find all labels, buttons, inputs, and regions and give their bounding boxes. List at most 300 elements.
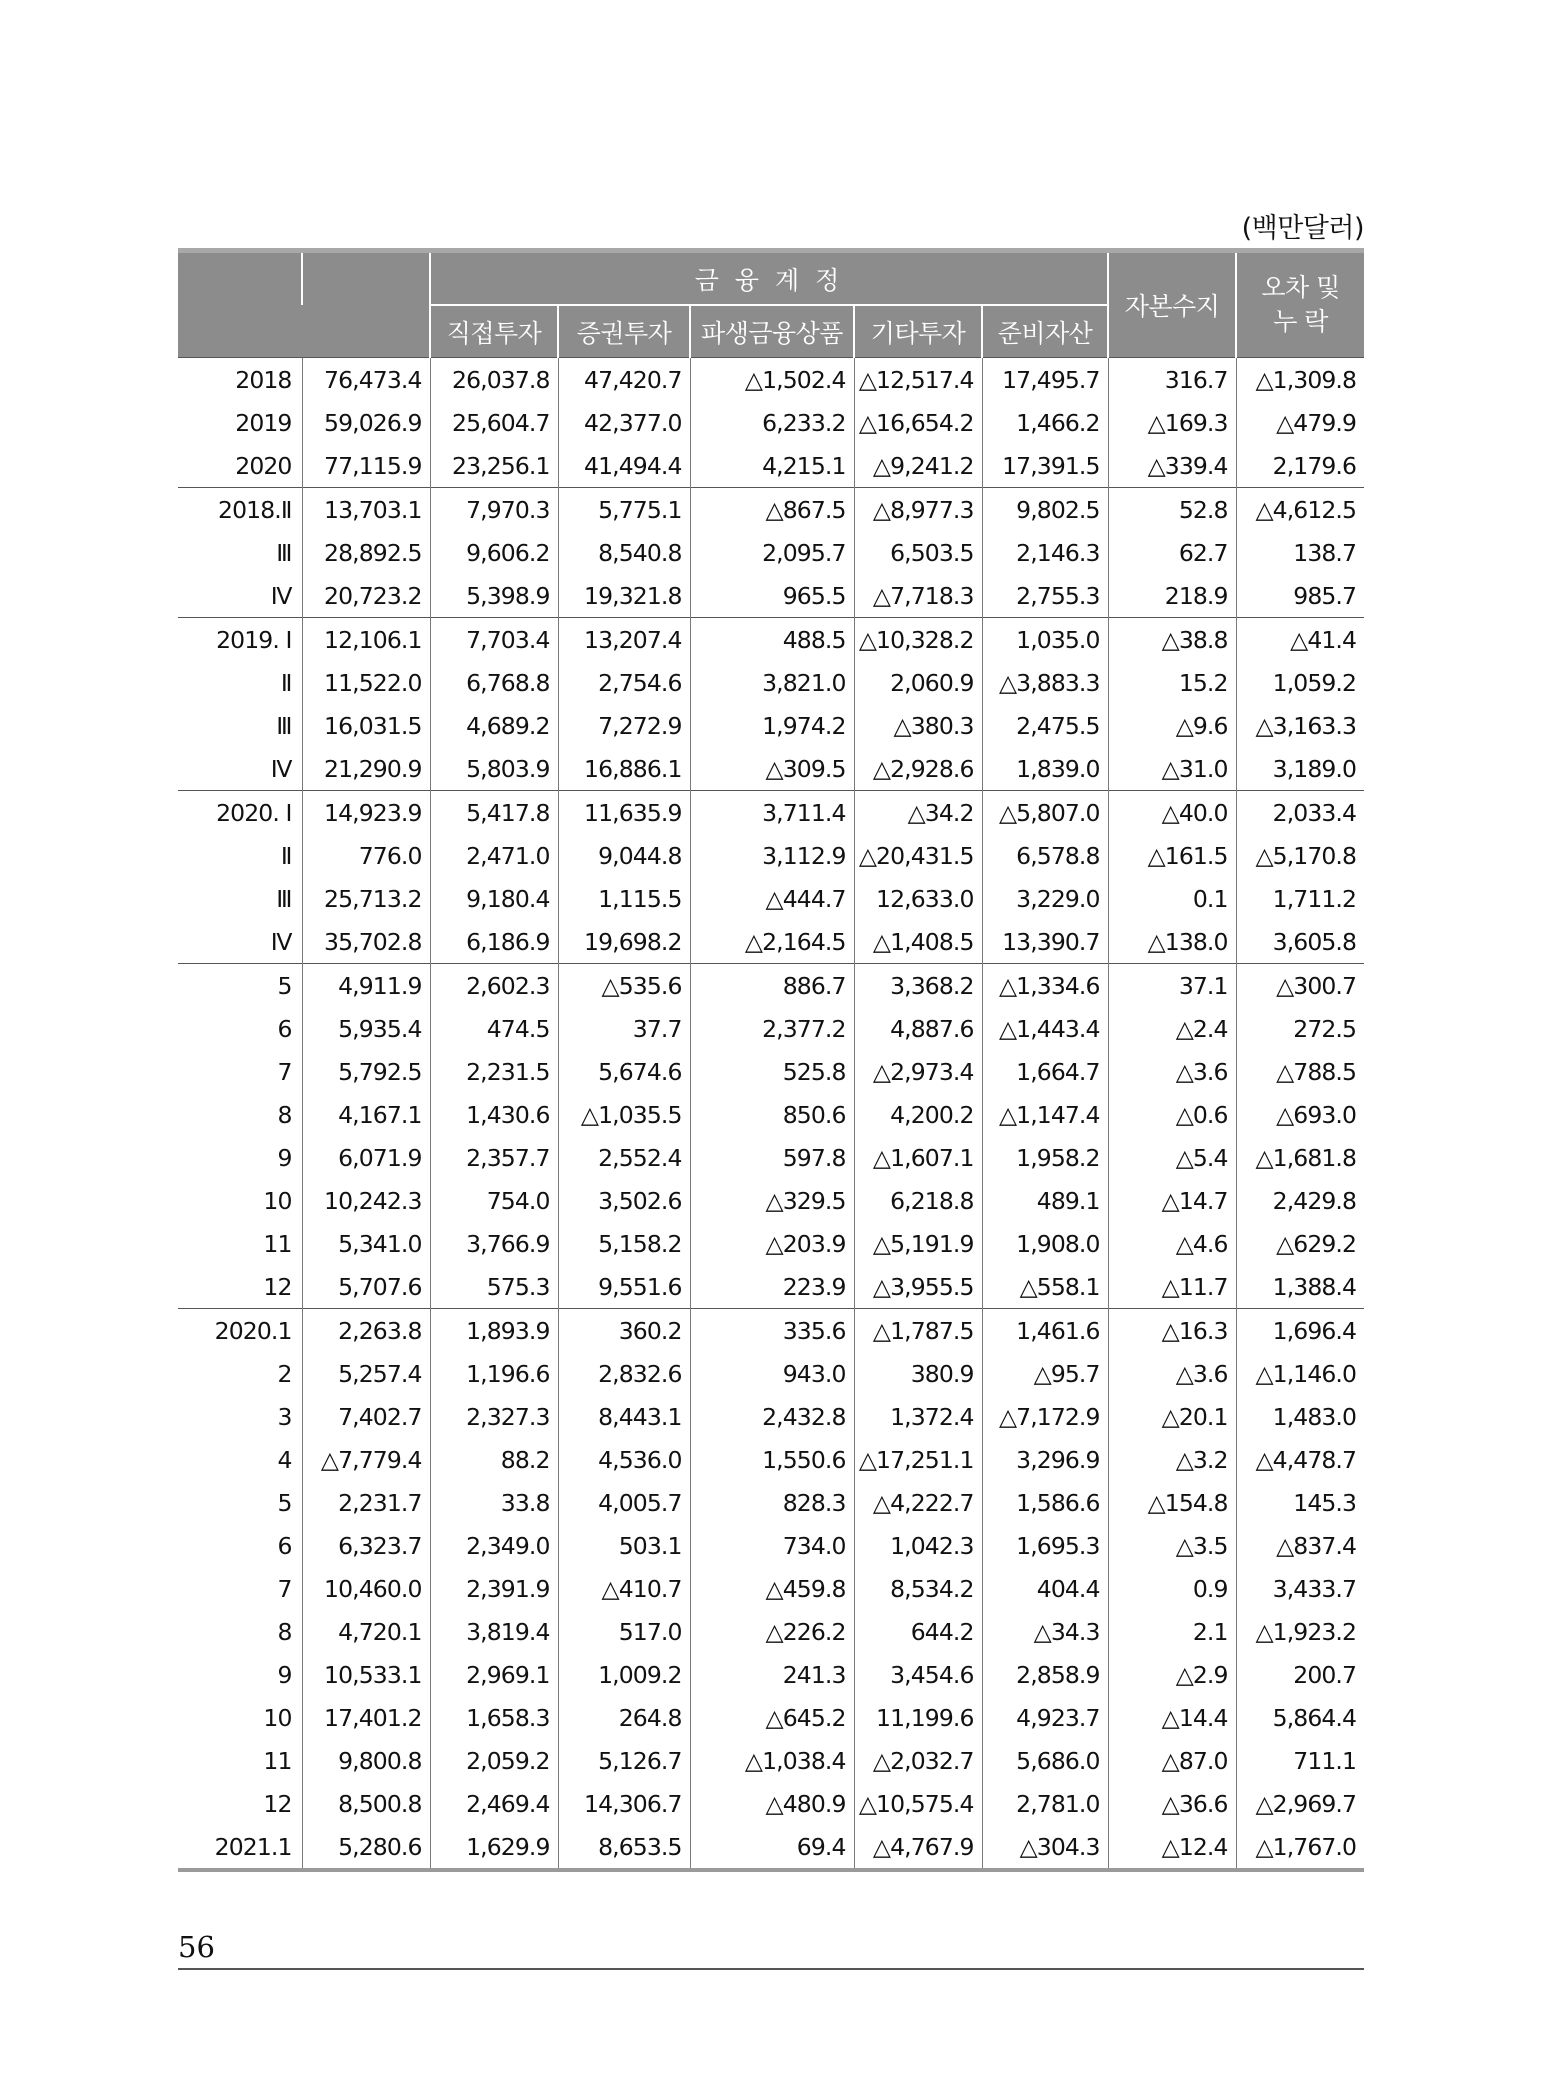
cell-period: 5 [178, 964, 302, 1008]
cell-capital-account: 52.8 [1108, 488, 1236, 532]
table-row [178, 661, 1364, 704]
cell-financial-derivatives: △645.2 [690, 1696, 854, 1739]
cell-financial-derivatives: △459.8 [690, 1567, 854, 1610]
cell-financial-derivatives: 2,095.7 [690, 531, 854, 574]
cell-capital-account: △38.8 [1108, 618, 1236, 662]
cell-reserve-assets: △558.1 [982, 1265, 1108, 1309]
cell-total: 11,522.0 [302, 661, 430, 704]
table-row [178, 1653, 1364, 1696]
cell-capital-account: △3.2 [1108, 1438, 1236, 1481]
cell-capital-account: 15.2 [1108, 661, 1236, 704]
cell-total: 2,231.7 [302, 1481, 430, 1524]
cell-total: 8,500.8 [302, 1782, 430, 1825]
cell-financial-derivatives: △2,164.5 [690, 920, 854, 964]
cell-financial-derivatives: 6,233.2 [690, 401, 854, 444]
cell-direct-investment: 754.0 [430, 1179, 558, 1222]
cell-capital-account: △169.3 [1108, 401, 1236, 444]
cell-reserve-assets: 9,802.5 [982, 488, 1108, 532]
cell-reserve-assets: 2,858.9 [982, 1653, 1108, 1696]
cell-errors-omissions: 145.3 [1236, 1481, 1364, 1524]
cell-reserve-assets: 2,475.5 [982, 704, 1108, 747]
cell-total: 17,401.2 [302, 1696, 430, 1739]
cell-capital-account: △11.7 [1108, 1265, 1236, 1309]
cell-financial-derivatives: 597.8 [690, 1136, 854, 1179]
header-other-investment: 기타투자 [854, 305, 982, 358]
cell-total: 10,533.1 [302, 1653, 430, 1696]
cell-direct-investment: 3,819.4 [430, 1610, 558, 1653]
cell-period: 2019. Ⅰ [178, 618, 302, 662]
cell-other-investment: △20,431.5 [854, 834, 982, 877]
cell-reserve-assets: 404.4 [982, 1567, 1108, 1610]
cell-other-investment: △1,607.1 [854, 1136, 982, 1179]
cell-reserve-assets: 2,781.0 [982, 1782, 1108, 1825]
table-row [178, 1309, 1364, 1353]
cell-period: Ⅲ [276, 884, 292, 913]
cell-period: 8 [277, 1617, 292, 1646]
cell-other-investment: 6,503.5 [854, 531, 982, 574]
table-row [178, 1050, 1364, 1093]
cell-total: 5,257.4 [302, 1352, 430, 1395]
cell-errors-omissions: △4,612.5 [1236, 488, 1364, 532]
cell-reserve-assets: 1,695.3 [982, 1524, 1108, 1567]
table-row [178, 488, 1364, 532]
cell-portfolio-investment: 2,832.6 [558, 1352, 690, 1395]
financial-account-table [178, 248, 1364, 1872]
cell-capital-account: △2.9 [1108, 1653, 1236, 1696]
cell-total: 6,323.7 [302, 1524, 430, 1567]
cell-other-investment: △1,408.5 [854, 920, 982, 964]
table-row [178, 401, 1364, 444]
cell-total: 76,473.4 [302, 358, 430, 402]
cell-reserve-assets: △5,807.0 [982, 791, 1108, 835]
cell-other-investment: 4,887.6 [854, 1007, 982, 1050]
cell-direct-investment: 1,629.9 [430, 1825, 558, 1870]
cell-financial-derivatives: 828.3 [690, 1481, 854, 1524]
table-row [178, 1136, 1364, 1179]
cell-total: 59,026.9 [302, 401, 430, 444]
cell-capital-account: △16.3 [1108, 1309, 1236, 1353]
cell-reserve-assets: △1,443.4 [982, 1007, 1108, 1050]
cell-direct-investment: 9,180.4 [430, 877, 558, 920]
cell-portfolio-investment: 264.8 [558, 1696, 690, 1739]
cell-capital-account: 0.1 [1108, 877, 1236, 920]
cell-other-investment: 11,199.6 [854, 1696, 982, 1739]
cell-reserve-assets: △7,172.9 [982, 1395, 1108, 1438]
cell-direct-investment: 1,196.6 [430, 1352, 558, 1395]
cell-other-investment: 2,060.9 [854, 661, 982, 704]
cell-errors-omissions: △1,923.2 [1236, 1610, 1364, 1653]
cell-other-investment: △5,191.9 [854, 1222, 982, 1265]
cell-errors-omissions: △1,681.8 [1236, 1136, 1364, 1179]
cell-portfolio-investment: 19,321.8 [558, 574, 690, 618]
cell-errors-omissions: △4,478.7 [1236, 1438, 1364, 1481]
cell-errors-omissions: △1,146.0 [1236, 1352, 1364, 1395]
cell-portfolio-investment: 16,886.1 [558, 747, 690, 791]
table-row [178, 747, 1364, 791]
cell-period: Ⅲ [276, 711, 292, 740]
table-row [178, 877, 1364, 920]
cell-reserve-assets: 1,664.7 [982, 1050, 1108, 1093]
header-period [178, 251, 302, 358]
cell-period: 12 [263, 1272, 292, 1301]
cell-capital-account: △339.4 [1108, 444, 1236, 488]
cell-period: 2 [277, 1359, 292, 1388]
cell-capital-account: △3.6 [1108, 1352, 1236, 1395]
cell-errors-omissions: 2,429.8 [1236, 1179, 1364, 1222]
cell-other-investment: △10,328.2 [854, 618, 982, 662]
cell-capital-account: 0.9 [1108, 1567, 1236, 1610]
cell-errors-omissions: △693.0 [1236, 1093, 1364, 1136]
cell-portfolio-investment: 11,635.9 [558, 791, 690, 835]
cell-period: 4 [277, 1445, 292, 1474]
cell-capital-account: △3.6 [1108, 1050, 1236, 1093]
cell-capital-account: △9.6 [1108, 704, 1236, 747]
cell-capital-account: 218.9 [1108, 574, 1236, 618]
cell-period: 10 [263, 1703, 292, 1732]
cell-capital-account: △20.1 [1108, 1395, 1236, 1438]
cell-portfolio-investment: 5,126.7 [558, 1739, 690, 1782]
cell-other-investment: 8,534.2 [854, 1567, 982, 1610]
cell-period: 2020 [235, 451, 292, 480]
cell-other-investment: 3,368.2 [854, 964, 982, 1008]
cell-reserve-assets: 3,296.9 [982, 1438, 1108, 1481]
table-row [178, 1395, 1364, 1438]
cell-portfolio-investment: 1,009.2 [558, 1653, 690, 1696]
cell-capital-account: △161.5 [1108, 834, 1236, 877]
cell-financial-derivatives: △309.5 [690, 747, 854, 791]
cell-capital-account: △0.6 [1108, 1093, 1236, 1136]
table-row [178, 1782, 1364, 1825]
cell-portfolio-investment: 3,502.6 [558, 1179, 690, 1222]
cell-other-investment: △3,955.5 [854, 1265, 982, 1309]
cell-capital-account: △4.6 [1108, 1222, 1236, 1265]
table-row [178, 704, 1364, 747]
page-number: 56 [178, 1930, 215, 1964]
cell-portfolio-investment: 8,540.8 [558, 531, 690, 574]
table-header [178, 251, 1364, 358]
table-row [178, 964, 1364, 1008]
cell-period: 11 [263, 1746, 292, 1775]
cell-errors-omissions: 1,388.4 [1236, 1265, 1364, 1309]
cell-financial-derivatives: △480.9 [690, 1782, 854, 1825]
table-body [178, 358, 1364, 1871]
cell-errors-omissions: 1,059.2 [1236, 661, 1364, 704]
cell-other-investment: △9,241.2 [854, 444, 982, 488]
cell-financial-derivatives: △226.2 [690, 1610, 854, 1653]
cell-portfolio-investment: 37.7 [558, 1007, 690, 1050]
table-row [178, 834, 1364, 877]
cell-capital-account: 37.1 [1108, 964, 1236, 1008]
cell-capital-account: △87.0 [1108, 1739, 1236, 1782]
cell-errors-omissions: 1,696.4 [1236, 1309, 1364, 1353]
cell-direct-investment: 2,349.0 [430, 1524, 558, 1567]
cell-period: 2019 [235, 408, 292, 437]
cell-direct-investment: 5,417.8 [430, 791, 558, 835]
cell-reserve-assets: 1,035.0 [982, 618, 1108, 662]
cell-direct-investment: 2,357.7 [430, 1136, 558, 1179]
cell-financial-derivatives: 3,821.0 [690, 661, 854, 704]
cell-capital-account: △14.7 [1108, 1179, 1236, 1222]
cell-other-investment: △7,718.3 [854, 574, 982, 618]
cell-portfolio-investment: 9,551.6 [558, 1265, 690, 1309]
cell-direct-investment: 6,186.9 [430, 920, 558, 964]
cell-financial-derivatives: 734.0 [690, 1524, 854, 1567]
table-row [178, 1739, 1364, 1782]
cell-errors-omissions: 1,711.2 [1236, 877, 1364, 920]
cell-financial-derivatives: 488.5 [690, 618, 854, 662]
cell-errors-omissions: 1,483.0 [1236, 1395, 1364, 1438]
cell-financial-derivatives: 69.4 [690, 1825, 854, 1870]
cell-capital-account: △154.8 [1108, 1481, 1236, 1524]
header-errors-omissions [1236, 251, 1364, 358]
header-financial-account [430, 251, 1108, 306]
cell-other-investment: △4,767.9 [854, 1825, 982, 1870]
cell-other-investment: 1,042.3 [854, 1524, 982, 1567]
table-row [178, 531, 1364, 574]
cell-errors-omissions: 3,189.0 [1236, 747, 1364, 791]
table-row [178, 1007, 1364, 1050]
cell-reserve-assets: 1,461.6 [982, 1309, 1108, 1353]
table-row [178, 1179, 1364, 1222]
cell-direct-investment: 1,658.3 [430, 1696, 558, 1739]
cell-errors-omissions: △1,767.0 [1236, 1825, 1364, 1870]
cell-reserve-assets: 489.1 [982, 1179, 1108, 1222]
cell-financial-derivatives: △203.9 [690, 1222, 854, 1265]
cell-period: Ⅳ [270, 927, 292, 956]
cell-portfolio-investment: 5,158.2 [558, 1222, 690, 1265]
cell-errors-omissions: △788.5 [1236, 1050, 1364, 1093]
cell-direct-investment: 2,231.5 [430, 1050, 558, 1093]
cell-financial-derivatives: 1,974.2 [690, 704, 854, 747]
table-row [178, 1265, 1364, 1309]
cell-period: 6 [277, 1014, 292, 1043]
cell-direct-investment: 3,766.9 [430, 1222, 558, 1265]
table-row [178, 1222, 1364, 1265]
header-capital-account: 자본수지 [1108, 251, 1236, 358]
cell-period: 6 [277, 1531, 292, 1560]
cell-other-investment: △8,977.3 [854, 488, 982, 532]
cell-portfolio-investment: 1,115.5 [558, 877, 690, 920]
cell-direct-investment: 575.3 [430, 1265, 558, 1309]
cell-reserve-assets: 2,755.3 [982, 574, 1108, 618]
cell-period: 8 [277, 1100, 292, 1129]
cell-portfolio-investment: 14,306.7 [558, 1782, 690, 1825]
cell-other-investment: 644.2 [854, 1610, 982, 1653]
cell-errors-omissions: 138.7 [1236, 531, 1364, 574]
cell-direct-investment: 26,037.8 [430, 358, 558, 402]
cell-other-investment: △1,787.5 [854, 1309, 982, 1353]
header-direct-investment: 직접투자 [430, 305, 558, 358]
cell-financial-derivatives: △329.5 [690, 1179, 854, 1222]
table-row [178, 1696, 1364, 1739]
cell-direct-investment: 23,256.1 [430, 444, 558, 488]
cell-period: Ⅳ [270, 581, 292, 610]
cell-errors-omissions: △41.4 [1236, 618, 1364, 662]
cell-period: 7 [277, 1574, 292, 1603]
cell-period: Ⅲ [276, 538, 292, 567]
cell-total: 5,935.4 [302, 1007, 430, 1050]
cell-total: 10,460.0 [302, 1567, 430, 1610]
table-row [178, 1481, 1364, 1524]
cell-period: Ⅱ [280, 668, 292, 697]
cell-financial-derivatives: 3,112.9 [690, 834, 854, 877]
cell-total: 28,892.5 [302, 531, 430, 574]
cell-financial-derivatives: 525.8 [690, 1050, 854, 1093]
cell-portfolio-investment: 42,377.0 [558, 401, 690, 444]
cell-portfolio-investment: 2,754.6 [558, 661, 690, 704]
cell-portfolio-investment: 4,536.0 [558, 1438, 690, 1481]
cell-errors-omissions: △2,969.7 [1236, 1782, 1364, 1825]
cell-capital-account: △138.0 [1108, 920, 1236, 964]
cell-total: 5,280.6 [302, 1825, 430, 1870]
cell-direct-investment: 4,689.2 [430, 704, 558, 747]
cell-financial-derivatives: 241.3 [690, 1653, 854, 1696]
cell-other-investment: 3,454.6 [854, 1653, 982, 1696]
cell-portfolio-investment: △535.6 [558, 964, 690, 1008]
cell-direct-investment: 6,768.8 [430, 661, 558, 704]
cell-financial-derivatives: 4,215.1 [690, 444, 854, 488]
cell-financial-derivatives: 3,711.4 [690, 791, 854, 835]
header-total-sub [302, 305, 430, 358]
table-row [178, 1093, 1364, 1136]
cell-financial-derivatives: △1,502.4 [690, 358, 854, 402]
cell-errors-omissions: 711.1 [1236, 1739, 1364, 1782]
cell-other-investment: △4,222.7 [854, 1481, 982, 1524]
cell-other-investment: △2,032.7 [854, 1739, 982, 1782]
cell-other-investment: △380.3 [854, 704, 982, 747]
cell-total: 5,792.5 [302, 1050, 430, 1093]
cell-direct-investment: 2,059.2 [430, 1739, 558, 1782]
cell-other-investment: 1,372.4 [854, 1395, 982, 1438]
cell-total: 21,290.9 [302, 747, 430, 791]
cell-reserve-assets: 1,839.0 [982, 747, 1108, 791]
cell-capital-account: 316.7 [1108, 358, 1236, 402]
cell-direct-investment: 88.2 [430, 1438, 558, 1481]
cell-portfolio-investment: △410.7 [558, 1567, 690, 1610]
cell-capital-account: △12.4 [1108, 1825, 1236, 1870]
cell-errors-omissions: 2,179.6 [1236, 444, 1364, 488]
cell-direct-investment: 25,604.7 [430, 401, 558, 444]
cell-portfolio-investment: 360.2 [558, 1309, 690, 1353]
cell-total: 35,702.8 [302, 920, 430, 964]
table-row [178, 618, 1364, 662]
cell-financial-derivatives: 965.5 [690, 574, 854, 618]
cell-reserve-assets: 1,908.0 [982, 1222, 1108, 1265]
cell-direct-investment: 2,469.4 [430, 1782, 558, 1825]
cell-financial-derivatives: △1,038.4 [690, 1739, 854, 1782]
cell-errors-omissions: △629.2 [1236, 1222, 1364, 1265]
cell-total: 20,723.2 [302, 574, 430, 618]
cell-period: 9 [277, 1660, 292, 1689]
cell-financial-derivatives: 943.0 [690, 1352, 854, 1395]
cell-reserve-assets: 1,466.2 [982, 401, 1108, 444]
cell-portfolio-investment: 8,653.5 [558, 1825, 690, 1870]
cell-direct-investment: 5,398.9 [430, 574, 558, 618]
cell-total: △7,779.4 [302, 1438, 430, 1481]
cell-reserve-assets: 5,686.0 [982, 1739, 1108, 1782]
cell-direct-investment: 33.8 [430, 1481, 558, 1524]
cell-portfolio-investment: 4,005.7 [558, 1481, 690, 1524]
cell-other-investment: 380.9 [854, 1352, 982, 1395]
header-reserve-assets: 준비자산 [982, 305, 1108, 358]
table-row [178, 1567, 1364, 1610]
cell-total: 776.0 [302, 834, 430, 877]
cell-direct-investment: 2,969.1 [430, 1653, 558, 1696]
cell-portfolio-investment: 503.1 [558, 1524, 690, 1567]
cell-total: 16,031.5 [302, 704, 430, 747]
cell-capital-account: △5.4 [1108, 1136, 1236, 1179]
cell-capital-account: △3.5 [1108, 1524, 1236, 1567]
cell-period: 2018 [178, 358, 302, 402]
cell-portfolio-investment: 5,674.6 [558, 1050, 690, 1093]
cell-direct-investment: 7,970.3 [430, 488, 558, 532]
cell-period: 12 [263, 1789, 292, 1818]
cell-direct-investment: 2,602.3 [430, 964, 558, 1008]
table-row [178, 920, 1364, 964]
header-total [302, 251, 430, 306]
cell-direct-investment: 7,703.4 [430, 618, 558, 662]
cell-errors-omissions: △837.4 [1236, 1524, 1364, 1567]
cell-financial-derivatives: △867.5 [690, 488, 854, 532]
cell-errors-omissions: △3,163.3 [1236, 704, 1364, 747]
cell-errors-omissions: △300.7 [1236, 964, 1364, 1008]
cell-portfolio-investment: △1,035.5 [558, 1093, 690, 1136]
unit-label: (백만달러) [1241, 213, 1364, 244]
cell-direct-investment: 5,803.9 [430, 747, 558, 791]
header-financial-account-label: 금 융 계 정 [694, 265, 844, 295]
cell-period: 2018.Ⅱ [178, 488, 302, 532]
cell-reserve-assets: 13,390.7 [982, 920, 1108, 964]
cell-errors-omissions: △5,170.8 [1236, 834, 1364, 877]
cell-portfolio-investment: 19,698.2 [558, 920, 690, 964]
cell-period: 2020.1 [178, 1309, 302, 1353]
cell-total: 5,341.0 [302, 1222, 430, 1265]
cell-other-investment: △2,928.6 [854, 747, 982, 791]
cell-total: 7,402.7 [302, 1395, 430, 1438]
cell-financial-derivatives: 335.6 [690, 1309, 854, 1353]
cell-errors-omissions: 3,433.7 [1236, 1567, 1364, 1610]
cell-capital-account: △36.6 [1108, 1782, 1236, 1825]
cell-direct-investment: 1,893.9 [430, 1309, 558, 1353]
cell-capital-account: 62.7 [1108, 531, 1236, 574]
cell-capital-account: △14.4 [1108, 1696, 1236, 1739]
cell-financial-derivatives: 850.6 [690, 1093, 854, 1136]
footer-rule [178, 1968, 1364, 1970]
cell-portfolio-investment: 8,443.1 [558, 1395, 690, 1438]
cell-reserve-assets: 1,586.6 [982, 1481, 1108, 1524]
cell-total: 9,800.8 [302, 1739, 430, 1782]
cell-errors-omissions: 2,033.4 [1236, 791, 1364, 835]
cell-errors-omissions: 985.7 [1236, 574, 1364, 618]
cell-reserve-assets: 6,578.8 [982, 834, 1108, 877]
header-financial-derivatives: 파생금융상품 [690, 305, 854, 358]
cell-total: 10,242.3 [302, 1179, 430, 1222]
cell-errors-omissions: △1,309.8 [1236, 358, 1364, 402]
cell-capital-account: 2.1 [1108, 1610, 1236, 1653]
cell-reserve-assets: △304.3 [982, 1825, 1108, 1870]
table-row [178, 1352, 1364, 1395]
cell-errors-omissions: 200.7 [1236, 1653, 1364, 1696]
cell-portfolio-investment: 2,552.4 [558, 1136, 690, 1179]
cell-direct-investment: 1,430.6 [430, 1093, 558, 1136]
cell-financial-derivatives: △444.7 [690, 877, 854, 920]
cell-total: 6,071.9 [302, 1136, 430, 1179]
cell-portfolio-investment: 9,044.8 [558, 834, 690, 877]
cell-direct-investment: 9,606.2 [430, 531, 558, 574]
cell-other-investment: △12,517.4 [854, 358, 982, 402]
cell-reserve-assets: 17,495.7 [982, 358, 1108, 402]
cell-period: 10 [263, 1186, 292, 1215]
